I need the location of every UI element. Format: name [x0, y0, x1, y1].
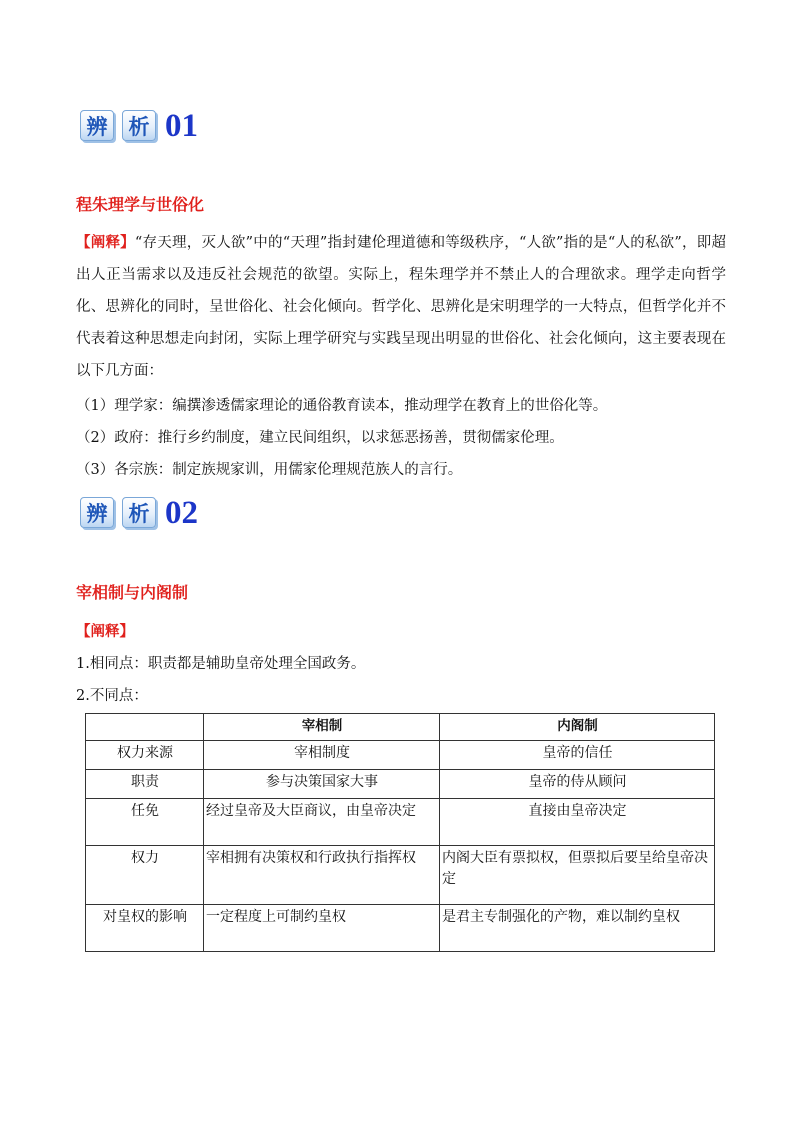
explanation-tag: 【阐释】 [76, 235, 135, 251]
point-2: （2）政府：推行乡约制度，建立民间组织，以求惩恶扬善，贯彻儒家伦理。 [76, 430, 564, 446]
row-label: 权力来源 [86, 741, 204, 770]
table-cell: 宰相拥有决策权和行政执行指挥权 [204, 846, 440, 905]
section-2-badge [80, 495, 198, 531]
table-cell: 参与决策国家大事 [204, 770, 440, 799]
table-header-cell [86, 714, 204, 741]
table-header-cell: 内阁制 [440, 714, 715, 741]
difference-line: 2.不同点： [76, 688, 148, 704]
section-1-badge [80, 108, 198, 144]
section-1-title: 程朱理学与世俗化 [76, 195, 205, 214]
point-3: （3）各宗族：制定族规家训，用儒家伦理规范族人的言行。 [76, 462, 463, 478]
table-row [86, 846, 715, 905]
comparison-table [85, 713, 715, 952]
row-label: 对皇权的影响 [86, 905, 204, 952]
row-label: 任免 [86, 799, 204, 846]
table-cell: 是君主专制强化的产物，难以制约皇权 [440, 905, 715, 952]
section-2-title: 宰相制与内阁制 [76, 583, 189, 602]
table-cell: 一定程度上可制约皇权 [204, 905, 440, 952]
table-row [86, 741, 715, 770]
table-row [86, 799, 715, 846]
section-1-number: 01 [165, 108, 198, 144]
row-label: 职责 [86, 770, 204, 799]
explanation-tag: 【阐释】 [76, 624, 134, 640]
section-2-number: 02 [165, 495, 198, 531]
badge-char-xi: 析 [122, 497, 156, 528]
badge-char-bian: 辨 [80, 497, 114, 528]
table-cell: 直接由皇帝决定 [440, 799, 715, 846]
table-header-cell: 宰相制 [204, 714, 440, 741]
similarity-line: 1.相同点：职责都是辅助皇帝处理全国政务。 [76, 656, 366, 672]
section-2-tag [76, 616, 134, 648]
badge-char-xi: 析 [122, 110, 156, 141]
point-1: （1）理学家：编撰渗透儒家理论的通俗教育读本，推动理学在教育上的世俗化等。 [76, 398, 608, 414]
table-header-row [86, 714, 715, 741]
table-row [86, 905, 715, 952]
table-row [86, 770, 715, 799]
table-cell: 经过皇帝及大臣商议，由皇帝决定 [204, 799, 440, 846]
badge-char-bian: 辨 [80, 110, 114, 141]
table-cell: 皇帝的信任 [440, 741, 715, 770]
row-label: 权力 [86, 846, 204, 905]
explanation-text: “存天理，灭人欲”中的“天理”指封建伦理道德和等级秩序，“人欲”指的是“人的私欲”，即超出人正当需求以及违反社会规范的欲望。实际上，程朱理学并不禁止人的合理欲求。理学走向哲学化、思辨化的同时，呈世俗化、社会化倾向。哲学化、思辨化是宋明理学的一大特点，但哲学化并不代表着这种思想走向封闭，实际上理学研究与实践呈现出明显的世俗化、社会化倾向，这主要表现在以下几方面： [76, 235, 726, 379]
table-cell: 皇帝的侍从顾问 [440, 770, 715, 799]
section-1-explanation [76, 227, 726, 387]
table-cell: 宰相制度 [204, 741, 440, 770]
table-cell: 内阁大臣有票拟权，但票拟后要呈给皇帝决定 [440, 846, 715, 905]
